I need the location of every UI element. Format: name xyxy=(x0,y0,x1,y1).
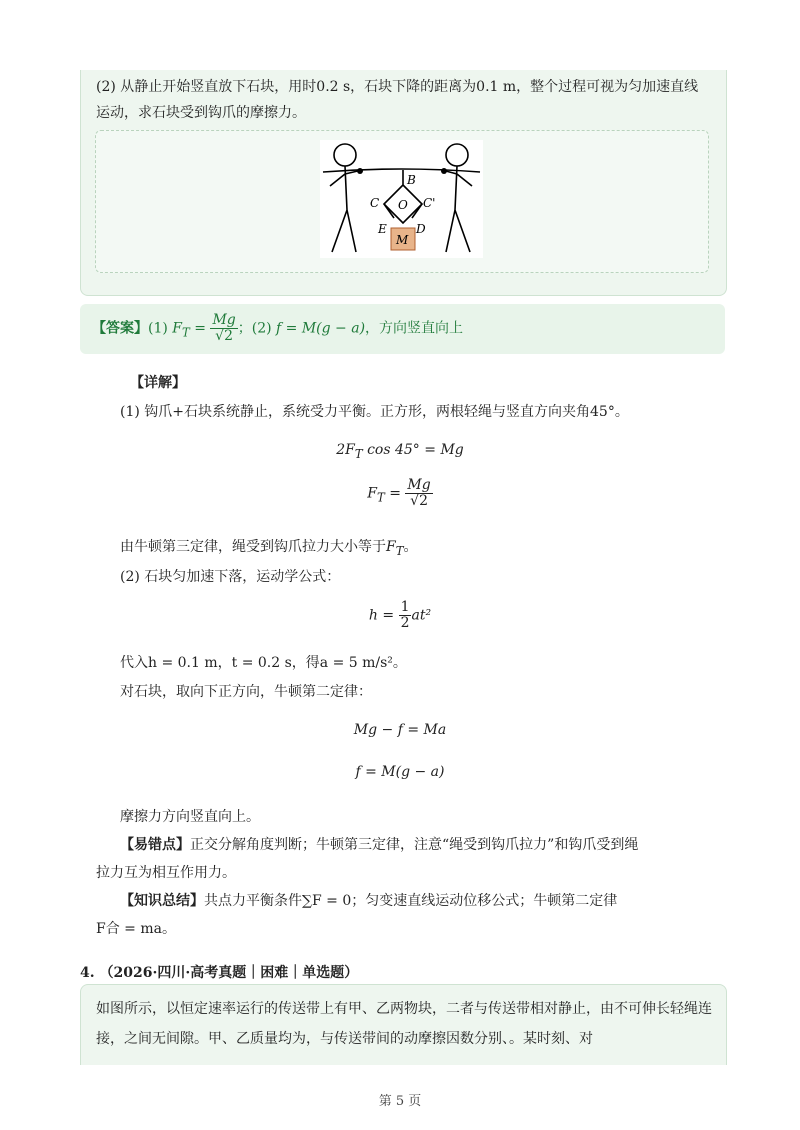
detail-line4: 代入h = 0.1 m，t = 0.2 s，得a = 5 m/s²。 xyxy=(120,655,407,671)
eq3 xyxy=(0,600,800,631)
summary-line1 xyxy=(120,890,617,910)
detail-line3: (2) 石块匀加速下落，运动学公式： xyxy=(120,569,341,585)
answer-p1: (1) xyxy=(148,320,168,337)
eq2-num: Mg xyxy=(407,477,431,493)
eq2 xyxy=(0,478,800,509)
l2-text: 由牛顿第三定律，绳受到钩爪拉力大小等于 xyxy=(120,539,386,555)
q4-text: 如图所示，以恒定速率运行的传送带上有甲、乙两物块，二者与传送带相对静止，由不可伸长轻绳连接，之间无间隙。甲、乙质量均为，与传送带间的动摩擦因数分别、。某时刻、对 xyxy=(96,1001,712,1047)
label-B: B xyxy=(407,173,416,187)
eq3-lhs: h = xyxy=(368,607,399,624)
label-O: O xyxy=(398,198,408,212)
question-part2-text: (2) 从静止开始竖直放下石块，用时0.2 s，石块下降的距离为0.1 m，整个过程可视为匀加速直线运动，求石块受到钩爪的摩擦力。 xyxy=(96,79,699,121)
answer-p2-expr: f = M(g − a) xyxy=(276,320,366,337)
eq2-frac xyxy=(405,478,432,509)
mistake-line2: 拉力互为相互作用力。 xyxy=(96,865,236,881)
eq1-sub: T xyxy=(354,446,363,461)
summary-text1: 共点力平衡条件∑F = 0；匀变速直线运动位移公式；牛顿第二定律 xyxy=(204,893,618,909)
label-C: C xyxy=(370,196,380,210)
answer-p2: (2) xyxy=(251,320,277,337)
summary-line2: F合 = ma。 xyxy=(96,921,176,937)
answer-p2-tail: ，方向竖直向上 xyxy=(365,320,464,337)
detail-line6: 摩擦力方向竖直向上。 xyxy=(120,809,260,825)
eq2-den: √2 xyxy=(410,493,428,509)
eq3-rest: at² xyxy=(411,607,432,624)
claw-figure xyxy=(320,140,483,258)
eq2-sub: T xyxy=(377,490,385,505)
detail-line1: (1) 钩爪+石块系统静止，系统受力平衡。正方形，两根轻绳与竖直方向夹角45°。 xyxy=(120,404,629,420)
summary-tag: 【知识总结】 xyxy=(120,893,204,909)
label-M: M xyxy=(396,233,409,247)
detail-line5: 对石块，取向下正方向，牛顿第二定律： xyxy=(120,684,372,700)
eq3-frac xyxy=(399,600,412,631)
answer-ft-sub: T xyxy=(182,325,190,340)
mistake-line1 xyxy=(120,834,638,854)
label-Cp: C' xyxy=(423,196,436,210)
eq5: f = M(g − a) xyxy=(355,764,445,780)
answer-eq: = xyxy=(189,320,211,337)
eq2-lhs: F xyxy=(367,485,377,502)
answer-line xyxy=(92,313,463,347)
answer-frac xyxy=(210,313,237,344)
q4-title: 4. （2026·四川·高考真题｜困难｜单选题） xyxy=(80,965,359,981)
l2-end: 。 xyxy=(403,539,418,555)
label-D: D xyxy=(416,222,426,236)
eq4: Mg − f = Ma xyxy=(353,722,447,738)
answer-den: √2 xyxy=(215,328,233,344)
eq3-num: 1 xyxy=(400,599,410,615)
label-E: E xyxy=(378,222,387,236)
eq1-a: 2F xyxy=(336,442,355,458)
answer-tag: 【答案】 xyxy=(92,320,148,337)
mistake-text1: 正交分解角度判断；牛顿第三定律，注意“绳受到钩爪拉力”和钩爪受到绳 xyxy=(190,837,639,853)
l2-sub: T xyxy=(395,543,404,558)
answer-num: Mg xyxy=(212,312,236,328)
eq1-rest: cos 45° = Mg xyxy=(362,442,464,458)
l2-f: F xyxy=(386,539,396,555)
detail-line2 xyxy=(120,536,418,558)
eq1 xyxy=(0,442,800,461)
mistake-tag: 【易错点】 xyxy=(120,837,190,853)
answer-ft: F xyxy=(172,320,183,337)
eq3-den: 2 xyxy=(400,615,410,631)
eq2-eq: = xyxy=(384,485,406,502)
detail-tag: 【详解】 xyxy=(130,375,186,391)
answer-sep: ； xyxy=(237,320,252,337)
page-footer: 第 5 页 xyxy=(378,1094,422,1109)
